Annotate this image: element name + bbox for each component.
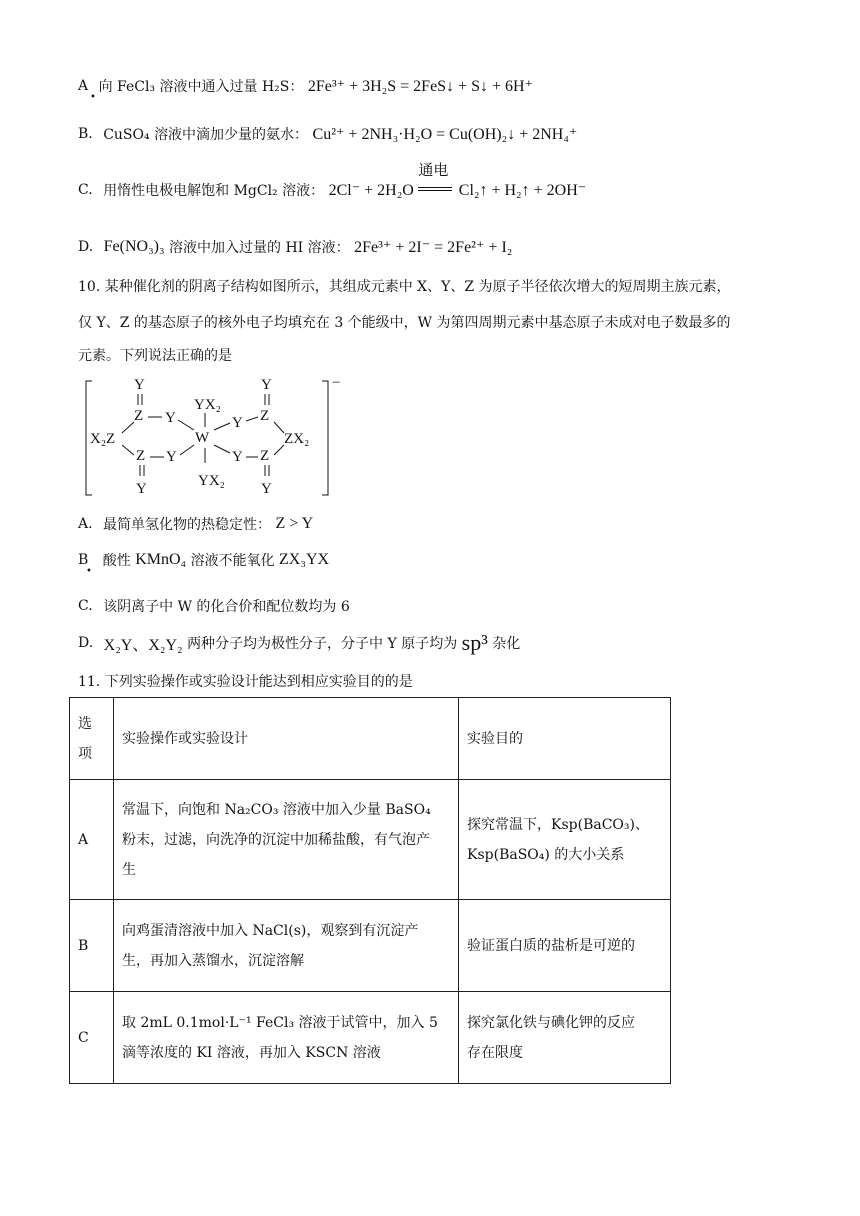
y-bridge-bottom-left: Y: [166, 449, 177, 465]
row-option: C: [70, 992, 114, 1084]
bond: [246, 417, 258, 421]
emphasis-dot: •: [86, 566, 92, 577]
text-line: 滴等浓度的 KI 溶液，再加入 KSCN 溶液: [122, 1044, 381, 1061]
q11-options-table: [69, 697, 671, 1084]
option-label: A.: [78, 516, 93, 532]
text-line: 生: [122, 861, 136, 878]
text-line: 粉末，过滤，向洗净的沉淀中加稀盐酸，有气泡产: [122, 831, 430, 848]
y-bridge-top-left: Y: [165, 410, 176, 426]
text-line: 取 2mL 0.1mol·L⁻¹ FeCl₃ 溶液于试管中，加入 5: [122, 1014, 438, 1031]
z-bottom-right: Z: [260, 448, 270, 464]
anion-structure-diagram: [80, 375, 350, 500]
y-bottom-right: Y: [261, 481, 272, 497]
q10-option-c: [78, 596, 350, 616]
option-text: 最简单氢化物的热稳定性：: [103, 517, 272, 533]
q10-stem-line2: 仅 Y、Z 的基态原子的核外电子均填充在 3 个能级中，W 为第四周期元素中基态原子未成对电子数最多的: [78, 315, 731, 331]
row-operation: [114, 780, 459, 900]
y-bridge-bottom-right: Y: [232, 449, 243, 465]
bond: [274, 422, 284, 433]
formula: ZX₃YX: [279, 551, 330, 568]
y-top-left: Y: [134, 377, 145, 393]
w-atom: W: [195, 430, 210, 446]
formula: Z > Y: [275, 515, 314, 532]
condition-text: 通电: [418, 161, 449, 179]
text-line: 向鸡蛋清溶液中加入 NaCl(s)，观察到有沉淀产: [122, 922, 419, 939]
equation: Cu²⁺ + 2NH₃·H₂O = Cu(OH)₂↓ + 2NH₄⁺: [312, 126, 578, 143]
y-bottom-left: Y: [136, 481, 147, 497]
emphasis-dot: •: [90, 92, 96, 103]
header-goal: 实验目的: [459, 698, 671, 780]
option-text: 向 FeCl₃ 溶液中通入过量 H₂S：: [98, 79, 304, 95]
option-text: 溶液不能氧化: [190, 553, 275, 569]
zx2-right: ZX₂: [284, 431, 310, 447]
q9-option-c: [78, 161, 587, 200]
option-label: C.: [78, 182, 93, 198]
option-text: 酸性: [102, 553, 131, 569]
formula: Fe(NO₃)₃: [103, 238, 165, 255]
q10-stem-line1: 10. 某种催化剂的阴离子结构如图所示，其组成元素中 X、Y、Z 为原子半径依次增大的短周期主族元素，: [78, 279, 731, 295]
equation-left: 2Cl⁻ + 2H₂O: [328, 182, 414, 199]
table-row: [70, 992, 671, 1084]
option-label: B.: [78, 126, 93, 142]
q9-option-a: [78, 76, 533, 96]
q11-stem: 11. 下列实验操作或实验设计能达到相应实验目的的是: [78, 674, 413, 690]
z-top-left: Z: [134, 408, 144, 424]
row-operation: [114, 900, 459, 992]
option-label: D.: [78, 239, 94, 255]
option-text: 杂化: [492, 636, 521, 652]
header-option-text: 选项: [78, 715, 92, 762]
bond: [274, 445, 284, 455]
row-operation: [114, 992, 459, 1084]
option-label: C.: [78, 598, 93, 614]
row-option: A: [70, 780, 114, 900]
bond: [214, 423, 230, 430]
row-option: B: [70, 900, 114, 992]
q10-option-a: [78, 514, 313, 534]
text-line: 生，再加入蒸馏水，沉淀溶解: [122, 952, 304, 969]
q9-option-d: [78, 237, 512, 257]
yx2-bottom: YX₂: [198, 473, 225, 489]
equation: 2Fe³⁺ + 2I⁻ = 2Fe²⁺ + I₂: [354, 239, 513, 256]
z-bottom-left: Z: [136, 448, 146, 464]
bond: [178, 420, 194, 430]
option-text: CuSO₄ 溶液中滴加少量的氨水：: [103, 127, 309, 143]
option-text: 用惰性电极电解饱和 MgCl₂ 溶液：: [103, 183, 325, 199]
row-goal: [459, 780, 671, 900]
option-label: A: [78, 78, 89, 94]
table-row: [70, 900, 671, 992]
reaction-condition: [418, 161, 454, 199]
text-line: 验证蛋白质的盐析是可逆的: [467, 937, 635, 954]
table-header-row: [70, 698, 671, 780]
q10-stem-line3: 元素。下列说法正确的是: [78, 348, 232, 364]
option-text: 两种分子均为极性分子，分子中 Y 原子均为: [187, 636, 458, 652]
bond: [214, 445, 230, 453]
hybridization: sp³: [461, 630, 488, 655]
q10-option-d: [78, 630, 520, 656]
y-bridge-top-right: Y: [232, 415, 243, 431]
header-option: [70, 698, 114, 780]
bracket-right: [322, 381, 328, 495]
yx2-top: YX₂: [194, 397, 221, 413]
option-text: 溶液中加入过量的 HI 溶液：: [169, 240, 350, 256]
equation: 2Fe³⁺ + 3H₂S = 2FeS↓ + S↓ + 6H⁺: [307, 78, 534, 95]
option-text: 该阴离子中 W 的化合价和配位数均为 6: [103, 599, 350, 615]
x2z-left: X₂Z: [90, 431, 116, 447]
charge: −: [332, 375, 341, 391]
q10-option-b: [78, 550, 329, 570]
text-line: 探究常温下，Ksp(BaCO₃)、: [467, 816, 649, 833]
q9-option-b: [78, 124, 577, 144]
table-row: [70, 780, 671, 900]
formula: KMnO₄: [135, 551, 187, 568]
header-operation: 实验操作或实验设计: [114, 698, 459, 780]
bond: [122, 445, 134, 455]
bond: [122, 422, 134, 433]
z-top-right: Z: [260, 408, 270, 424]
row-goal: [459, 900, 671, 992]
bond: [180, 445, 194, 455]
row-goal: [459, 992, 671, 1084]
equation-right: Cl₂↑ + H₂↑ + 2OH⁻: [458, 182, 587, 199]
text-line: Ksp(BaSO₄) 的大小关系: [467, 846, 625, 863]
formula: X₂Y、X₂Y₂: [103, 636, 183, 654]
option-label: B: [78, 552, 89, 568]
option-label: D.: [78, 635, 94, 651]
y-top-right: Y: [261, 377, 272, 393]
text-line: 存在限度: [467, 1044, 523, 1061]
text-line: 常温下，向饱和 Na₂CO₃ 溶液中加入少量 BaSO₄: [122, 801, 431, 818]
double-line: [418, 187, 452, 191]
text-line: 探究氯化铁与碘化钾的反应: [467, 1014, 635, 1031]
